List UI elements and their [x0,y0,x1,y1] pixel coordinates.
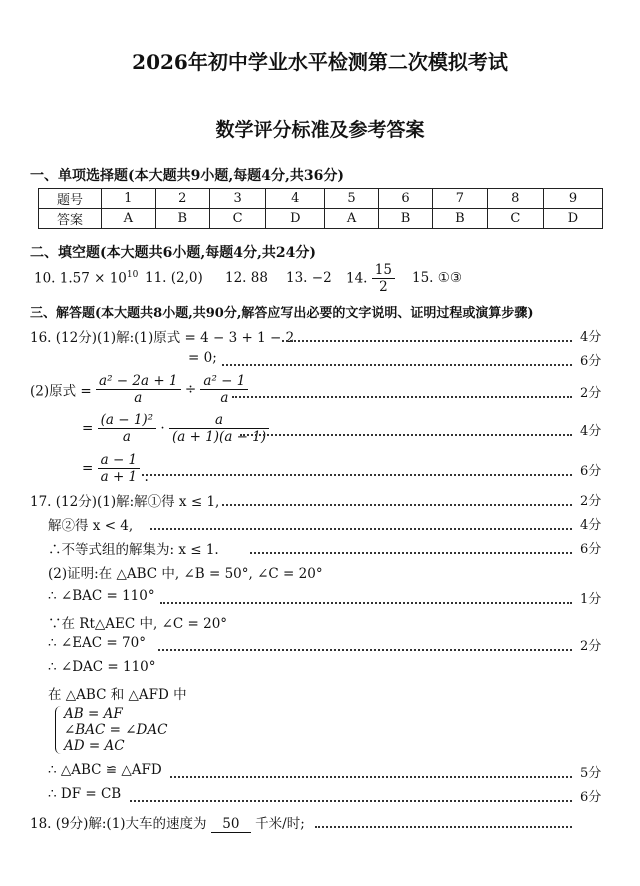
fraction [200,373,248,406]
q16-line3 [30,373,248,406]
table-cell: 4 [266,189,325,209]
table-cell: 9 [544,189,603,209]
dot-leader [158,649,572,651]
dot-leader [240,434,572,436]
q16-line2: = 0; [188,350,217,366]
equation-system [64,706,167,754]
fill-answer-12: 12. 88 [225,270,268,286]
fraction-denominator: a [122,429,131,445]
fill-answer-14-fraction [372,262,395,295]
score-mark: 6分 [580,354,602,369]
fill-answer-10-exponent: 10 [126,270,139,280]
table-cell: 8 [487,189,543,209]
score-mark: 4分 [580,424,602,439]
q17-line10: ∴ △ABC ≌ △AFD [48,762,162,778]
q17-line4: (2)证明:在 △ABC 中, ∠B = 50°, ∠C = 20° [48,566,323,582]
table-cell: A [102,209,156,229]
q18-suffix: 千米/时; [255,816,305,832]
answer-key-subtitle: 数学评分标准及参考答案 [215,119,425,141]
score-mark: 5分 [580,766,602,781]
q18-prefix: 18. (9分)解:(1)大车的速度为 [30,816,207,832]
q16-line4 [82,412,269,445]
fill-answer-11: 11. (2,0) [145,270,203,286]
q18-line1 [30,812,305,833]
system-line: AD = AC [64,738,125,754]
q16-line4-prefix: = [82,420,94,437]
dot-leader [160,602,572,604]
q17-line3: ∴不等式组的解集为: x ≤ 1. [48,542,219,558]
q17-line2: 解②得 x < 4, [48,518,134,534]
system-line: AB = AF [64,706,123,722]
section2-heading: 二、填空题(本大题共6小题,每题4分,共24分) [30,245,316,261]
fraction-denominator: a + 1 [100,469,138,485]
score-mark: 4分 [580,518,602,533]
q17-line5: ∴ ∠BAC = 110° [48,588,155,604]
dot-leader [150,528,572,530]
fraction-numerator: a − 1 [98,452,141,469]
section1-heading: 一、单项选择题(本大题共9小题,每题4分,共36分) [30,168,344,184]
table-cell: 1 [102,189,156,209]
dot-leader [170,776,572,778]
score-mark: 2分 [580,386,602,401]
dot-leader [315,826,572,828]
fill-answer-10 [34,270,138,287]
dot-leader [142,474,572,476]
q17-line9: 在 △ABC 和 △AFD 中 [48,687,187,703]
fill-answer-14-label: 14. [346,270,368,287]
fraction [98,452,141,485]
fraction [98,412,156,445]
table-row [39,209,603,229]
operator: ÷ [184,381,197,398]
fill-answer-14 [346,262,395,295]
table-cell: C [487,209,543,229]
fill-answer-13: 13. −2 [286,270,332,286]
q16-line3-prefix: (2)原式 = [30,383,92,400]
fraction [96,373,180,406]
dot-leader [250,552,572,554]
q17-line8: ∴ ∠DAC = 110° [48,659,156,675]
table-cell: 2 [155,189,209,209]
q16-line1: 16. (12分)(1)解:(1)原式 = 4 − 3 + 1 − 2 [30,330,295,346]
table-cell: 3 [209,189,265,209]
table-cell: D [544,209,603,229]
fraction-numerator: 15 [372,262,395,279]
choice-answer-table [38,188,603,229]
score-mark: 2分 [580,494,602,509]
exam-title: 2026年初中学业水平检测第二次模拟考试 [132,50,508,74]
dot-leader [130,800,572,802]
table-cell: B [155,209,209,229]
q17-line6: ∵在 Rt△AEC 中, ∠C = 20° [48,616,228,632]
dot-leader [222,504,572,506]
row-label-answer: 答案 [39,209,102,229]
dot-leader [232,396,572,398]
q16-line5-suffix: . [144,469,149,485]
fraction [169,412,269,445]
score-mark: 4分 [580,330,602,345]
fraction-denominator: (a + 1)(a − 1) [171,429,267,445]
table-cell: B [433,209,487,229]
system-brace [55,706,62,754]
table-cell: C [209,209,265,229]
fraction-numerator: (a − 1)² [98,412,156,429]
score-mark: 1分 [580,592,602,607]
q18-answer-blank: 50 [211,816,251,833]
q17-line7: ∴ ∠EAC = 70° [48,635,146,651]
score-mark: 2分 [580,639,602,654]
system-line: ∠BAC = ∠DAC [64,722,168,738]
row-label-number: 题号 [39,189,102,209]
score-mark: 6分 [580,790,602,805]
score-mark: 6分 [580,464,602,479]
dot-leader [282,340,572,342]
score-mark: 6分 [580,542,602,557]
q16-line5-prefix: = [82,460,94,477]
q16-line5 [82,452,149,485]
q17-line11: ∴ DF = CB [48,786,122,802]
table-cell: 7 [433,189,487,209]
fraction-numerator: a² − 1 [200,373,248,390]
dot-leader [222,364,572,366]
table-cell: 6 [378,189,432,209]
fraction-denominator: a [220,390,229,406]
fraction-denominator: 2 [379,279,388,295]
table-cell: 5 [325,189,379,209]
fraction-numerator: a² − 2a + 1 [96,373,180,390]
q17-line1: 17. (12分)(1)解:解①得 x ≤ 1, [30,494,220,510]
table-cell: A [325,209,379,229]
fraction-denominator: a [134,390,143,406]
operator: · [160,420,165,437]
table-cell: B [378,209,432,229]
section3-heading: 三、解答题(本大题共8小题,共90分,解答应写出必要的文字说明、证明过程或演算步骤) [30,306,534,321]
fraction-numerator: a [169,412,269,429]
table-cell: D [266,209,325,229]
fill-answer-10-base: 10. 1.57 × 10 [34,270,127,287]
table-row [39,189,603,209]
fill-answer-15: 15. ①③ [412,270,462,286]
